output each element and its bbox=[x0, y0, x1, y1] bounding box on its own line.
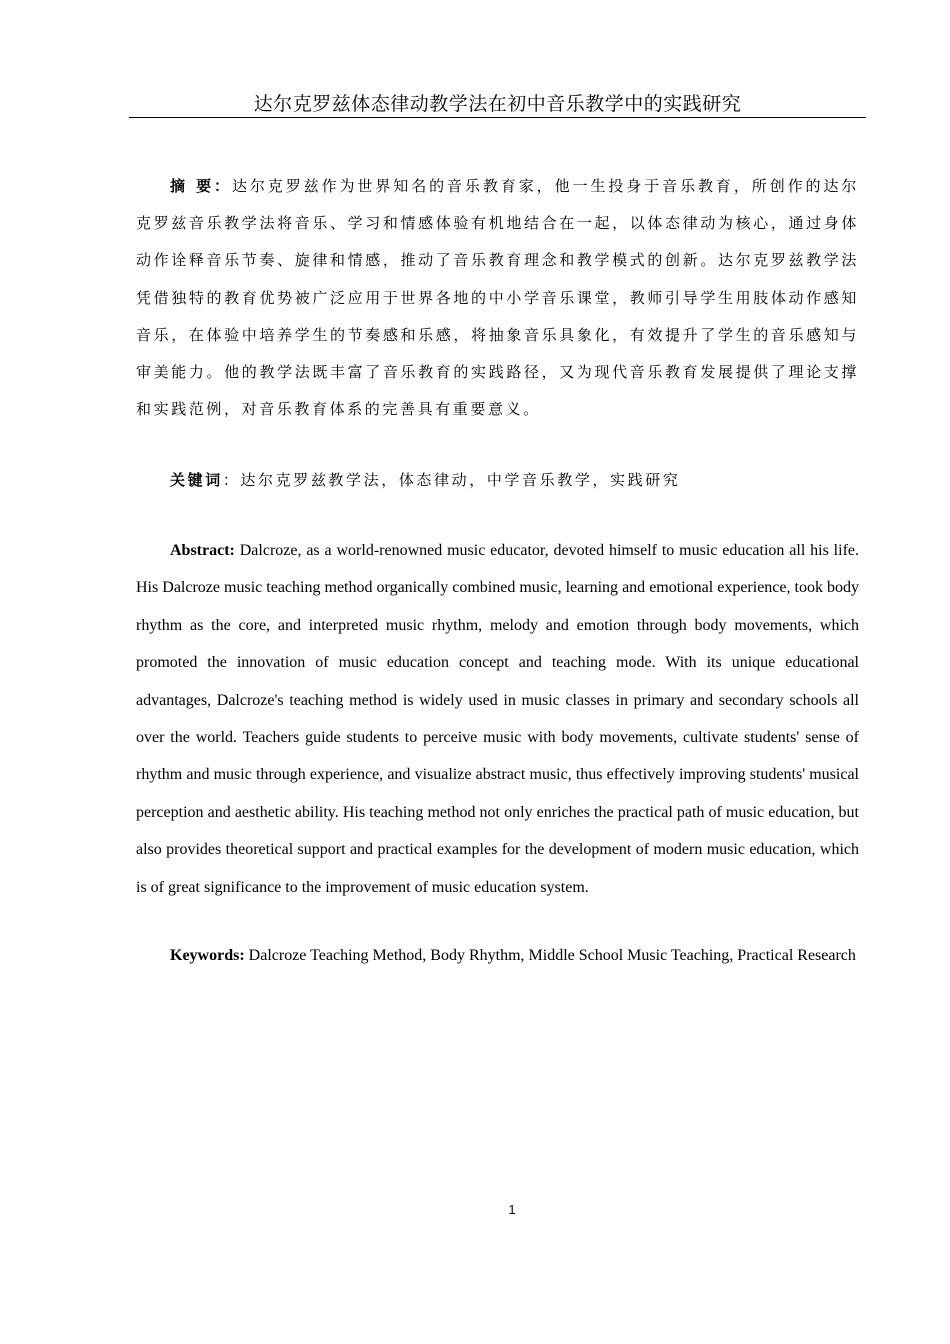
chinese-keywords-text: 达尔克罗兹教学法，体态律动，中学音乐教学，实践研究 bbox=[240, 471, 681, 489]
running-header-title: 达尔克罗兹体态律动教学法在初中音乐教学中的实践研究 bbox=[129, 92, 866, 118]
chinese-abstract-paragraph bbox=[136, 168, 859, 428]
english-abstract-paragraph bbox=[136, 532, 859, 906]
english-keywords-paragraph bbox=[136, 937, 859, 974]
chinese-keywords-label: 关键词 bbox=[170, 471, 223, 489]
chinese-abstract-text: 达尔克罗兹作为世界知名的音乐教育家，他一生投身于音乐教育，所创作的达尔克罗兹音乐教学法将音乐、学习和情感体验有机地结合在一起，以体态律动为核心，通过身体动作诠释音乐节奏、旋律和情感，推动了音乐教育理念和教学模式的创新。达尔克罗兹教学法凭借独特的教育优势被广泛应用于世界各地的中小学音乐课堂，教师引导学生用肢体动作感知音乐，在体验中培养学生的节奏感和乐感，将抽象音乐具象化，有效提升了学生的音乐感知与审美能力。他的教学法既丰富了音乐教育的实践路径，又为现代音乐教育发展提供了理论支撑和实践范例，对音乐教育体系的完善具有重要意义。 bbox=[136, 177, 859, 419]
chinese-keywords-paragraph bbox=[136, 462, 859, 499]
english-abstract-label: Abstract: bbox=[170, 542, 235, 559]
english-abstract-text: Dalcroze, as a world-renowned music educator, devoted himself to music education all his life. His Dalcroze music teaching method organically combined music, learning and emotional experience, took body rhythm as the core, and interpreted music rhythm, melody and emotion through body movements, which promoted the innovation of music education concept and teaching mode. With its unique educational advantages, Dalcroze's teaching method is widely used in music classes in primary and secondary schools all over the world. Teachers guide students to perceive music with body movements, cultivate students' sense of rhythm and music through experience, and visualize abstract music, thus effectively improving students' musical perception and aesthetic ability. His teaching method not only enriches the practical path of music education, but also provides theoretical support and practical examples for the development of modern music education, which is of great significance to the improvement of music education system. bbox=[136, 542, 859, 896]
chinese-keywords-separator: ： bbox=[222, 471, 241, 489]
english-keywords-label: Keywords: bbox=[170, 947, 245, 964]
english-keywords-text: Dalcroze Teaching Method, Body Rhythm, Middle School Music Teaching, Practical Research bbox=[244, 947, 856, 964]
page-number: 1 bbox=[508, 1202, 516, 1217]
chinese-abstract-label: 摘 要： bbox=[170, 177, 232, 195]
